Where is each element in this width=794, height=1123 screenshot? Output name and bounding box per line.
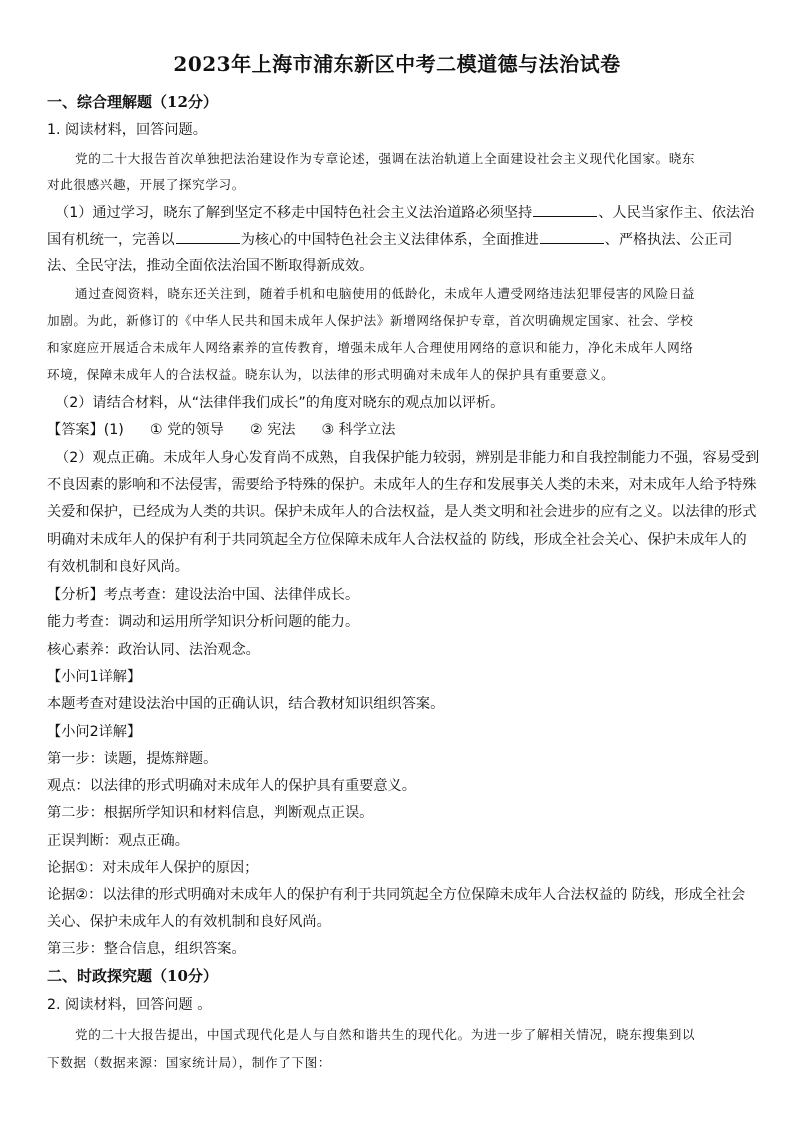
fill-blank-3[interactable] <box>540 229 604 244</box>
material-2-line: 通过查阅资料，晓东还关注到，随着手机和电脑使用的低龄化，未成年人遭受网络违法犯罪侵害的风险日益 <box>75 286 696 301</box>
sub-question-1-text: （1）通过学习，晓东了解到坚定不移走中国特色社会主义法治道路必须坚持 <box>55 205 533 221</box>
question-2-material-line: 党的二十大报告提出，中国式现代化是人与自然和谐共生的现代化。为进一步了解相关情况，晓东搜集到以 <box>75 1027 696 1042</box>
answer-1-line <box>47 420 752 440</box>
analysis-line: 论据②：以法律的形式明确对未成年人的保护有利于共同筑起全方位保障未成年人合法权益的 防线，形成全社会 <box>47 887 746 903</box>
material-1-line: 党的二十大报告首次单独把法治建设作为专章论述，强调在法治轨道上全面建设社会主义现代化国家。晓东 <box>75 151 696 166</box>
analysis-line: 关心、保护未成年人的有效机制和良好风尚。 <box>47 914 331 930</box>
section-heading-2: 二、时政探究题（10分） <box>47 967 218 985</box>
sub-question-1-line: 法、全民守法，推动全面依法治国不断取得新成效。 <box>47 258 374 274</box>
fill-blank-1[interactable] <box>533 202 597 217</box>
analysis-line: 观点：以法律的形式明确对未成年人的保护具有重要意义。 <box>47 778 416 794</box>
material-2-line: 和家庭应开展适合未成年人网络素养的宣传教育，增强未成年人合理使用网络的意识和能力，净化未成年人网络 <box>47 340 694 355</box>
material-2-line: 加剧。为此，新修订的《中华人民共和国未成年人保护法》新增网络保护专章，首次明确规定国家、社会、学校 <box>47 313 694 328</box>
material-1-line: 对此很感兴趣，开展了探究学习。 <box>47 177 245 192</box>
answer-item: ① 党的领导 <box>149 422 224 438</box>
sub-question-1-text: 国有机统一，完善以 <box>47 232 175 248</box>
question-1-intro: 1. 阅读材料，回答问题。 <box>47 122 207 138</box>
sub-question-1-text: 、严格执法、公正司 <box>604 232 733 248</box>
question-2-intro: 2. 阅读材料，回答问题 。 <box>47 997 212 1013</box>
answer-2-line: 不良因素的影响和不法侵害，需要给予特殊的保护。未成年人的生存和发展事关人类的未来，对未成年人给予特殊 <box>47 477 757 493</box>
sub-question-1-line <box>47 229 752 250</box>
analysis-line: 第二步：根据所学知识和材料信息，判断观点正误。 <box>47 805 374 821</box>
fill-blank-2[interactable] <box>176 229 240 244</box>
analysis-line: 核心素养：政治认同、法治观念。 <box>47 642 260 658</box>
answer-label: 【答案】(1) <box>47 422 124 438</box>
analysis-line: 正误判断：观点正确。 <box>47 833 189 849</box>
sub-question-2: （2）请结合材料，从“法律伴我们成长”的角度对晓东的观点加以评析。 <box>55 395 505 411</box>
analysis-line: 能力考查：调动和运用所学知识分析问题的能力。 <box>47 614 360 630</box>
question-2-material-line: 下数据（数据来源：国家统计局），制作了下图： <box>47 1055 331 1070</box>
analysis-line: 本题考查对建设法治中国的正确认识，结合教材知识组织答案。 <box>47 696 445 712</box>
answer-2-line: 明确对未成年人的保护有利于共同筑起全方位保障未成年人合法权益的 防线，形成全社会关心、保护未成年人的 <box>47 532 747 548</box>
answer-2-line: （2）观点正确。未成年人身心发育尚不成熟，自我保护能力较弱，辨别是非能力和自我控制能力不强，容易受到 <box>55 450 760 466</box>
section-heading-1: 一、综合理解题（12分） <box>47 93 218 111</box>
answer-2-line: 关爱和保护，已经成为人类的共识。保护未成年人的合法权益，是人类文明和社会进步的应有之义。以法律的形式 <box>47 504 757 520</box>
analysis-line: 第三步：整合信息，组织答案。 <box>47 941 246 957</box>
answer-item: ③ 科学立法 <box>321 422 396 438</box>
sub-question-1-line <box>55 202 760 223</box>
analysis-heading: 【小问2详解】 <box>47 724 142 740</box>
sub-question-1-text: 为核心的中国特色社会主义法律体系，全面推进 <box>240 232 539 248</box>
sub-question-1-text: 、人民当家作主、依法治 <box>598 205 755 221</box>
material-2-line: 环境，保障未成年人的合法权益。晓东认为，以法律的形式明确对未成年人的保护具有重要意义。 <box>47 367 615 382</box>
answer-2-line: 有效机制和良好风尚。 <box>47 559 189 575</box>
analysis-line: 【分析】考点考查：建设法治中国、法律伴成长。 <box>47 587 360 603</box>
analysis-heading: 【小问1详解】 <box>47 669 142 685</box>
page-title: 2023年上海市浦东新区中考二模道德与法治试卷 <box>173 52 621 76</box>
answer-item: ② 宪法 <box>249 422 296 438</box>
analysis-line: 第一步：读题，提炼辩题。 <box>47 751 218 767</box>
analysis-line: 论据①：对未成年人保护的原因； <box>47 860 259 876</box>
